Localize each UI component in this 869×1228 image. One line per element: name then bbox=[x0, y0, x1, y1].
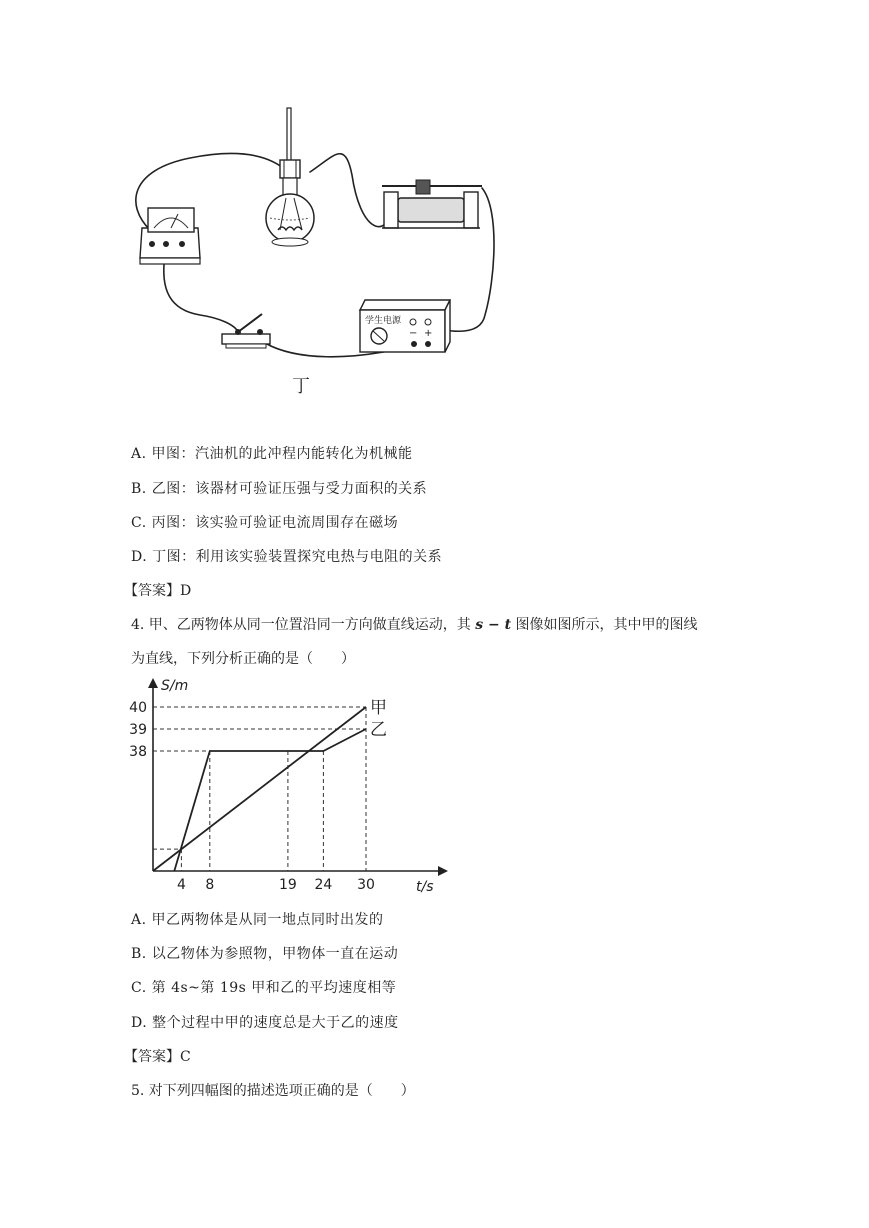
svg-text:+: + bbox=[424, 328, 433, 339]
x-tick-label: 4 bbox=[176, 877, 186, 893]
svg-text:−: − bbox=[409, 328, 418, 339]
switch bbox=[222, 314, 270, 348]
y-axis-label: S/m bbox=[161, 678, 189, 694]
wire bbox=[310, 154, 392, 227]
y-tick-label: 39 bbox=[129, 722, 147, 738]
q4-st-variable: s − t bbox=[475, 617, 512, 633]
circuit-figure-ding bbox=[120, 100, 500, 400]
q4-option-a: A. 甲乙两物体是从同一地点同时出发的 bbox=[131, 912, 384, 928]
rheostat bbox=[382, 180, 482, 228]
st-graph bbox=[120, 672, 460, 902]
x-tick-label: 8 bbox=[205, 877, 215, 893]
y-tick-label: 38 bbox=[129, 744, 147, 760]
series-label-jia: 甲 bbox=[370, 698, 387, 718]
series-line-yi bbox=[174, 729, 366, 871]
q3-option-b: B. 乙图：该器材可验证压强与受力面积的关系 bbox=[131, 481, 428, 497]
q3-option-a: A. 甲图：汽油机的此冲程内能转化为机械能 bbox=[131, 446, 413, 462]
q4-option-b: B. 以乙物体为参照物，甲物体一直在运动 bbox=[131, 946, 399, 962]
svg-text:学生电源: 学生电源 bbox=[365, 316, 402, 326]
x-axis-label: t/s bbox=[416, 879, 434, 895]
q5-stem: 5. 对下列四幅图的描述选项正确的是（ ） bbox=[131, 1083, 415, 1099]
q3-answer: 【答案】D bbox=[124, 583, 192, 599]
q4-stem-line2: 为直线，下列分析正确的是（ ） bbox=[131, 651, 355, 667]
x-tick-label: 30 bbox=[357, 877, 375, 893]
y-axis-arrow bbox=[148, 678, 158, 688]
figure-label: 丁 bbox=[292, 376, 310, 397]
wire bbox=[164, 255, 238, 332]
series-line-jia bbox=[153, 707, 366, 871]
series-label-yi: 乙 bbox=[370, 720, 387, 740]
x-tick-label: 24 bbox=[314, 877, 333, 893]
q4-option-d: D. 整个过程中甲的速度总是大于乙的速度 bbox=[131, 1015, 399, 1031]
q3-option-c: C. 丙图：该实验可验证电流周围存在磁场 bbox=[131, 515, 399, 531]
q4-answer: 【答案】C bbox=[124, 1049, 191, 1065]
q4-stem-line1 bbox=[131, 614, 698, 634]
flask-with-thermometer bbox=[266, 108, 314, 246]
q4-option-c: C. 第 4s~第 19s 甲和乙的平均速度相等 bbox=[131, 980, 397, 996]
x-axis-arrow bbox=[438, 866, 448, 876]
q3-option-d: D. 丁图：利用该实验装置探究电热与电阻的关系 bbox=[131, 549, 443, 565]
q4-stem-text: 4. 甲、乙两物体从同一位置沿同一方向做直线运动，其 bbox=[131, 617, 471, 633]
q4-stem-text: 图像如图所示，其中甲的图线 bbox=[515, 617, 698, 633]
y-tick-label: 40 bbox=[129, 700, 147, 716]
power-supply bbox=[360, 300, 450, 352]
x-tick-label: 19 bbox=[278, 877, 297, 893]
ammeter bbox=[140, 208, 200, 264]
